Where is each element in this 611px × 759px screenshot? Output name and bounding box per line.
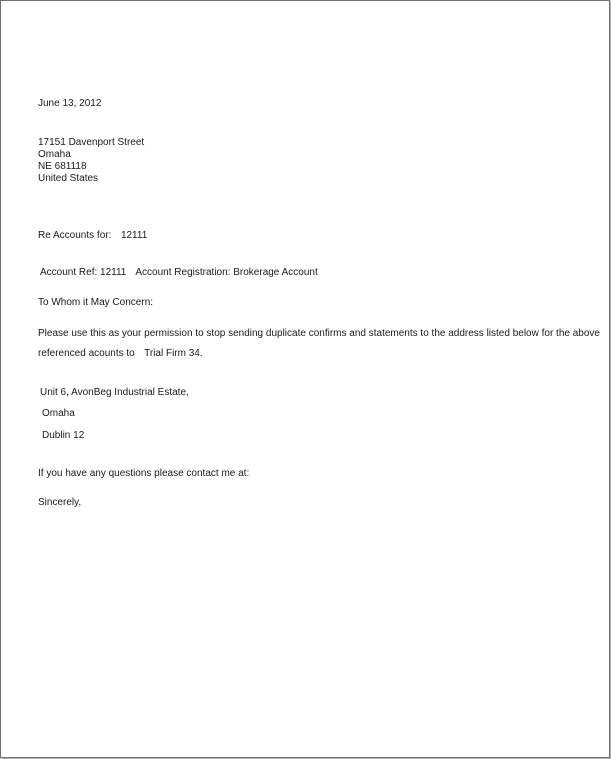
firm-address-line-2: Omaha [42,408,75,419]
account-ref-line [40,267,318,279]
salutation: To Whom it May Concern: [38,297,154,308]
body-line-1: Please use this as your permission to stop sending duplicate confirms and statements to the address listed below for the above [38,328,600,339]
sender-address-line-1: 17151 Davenport Street [38,137,145,148]
body-line-2 [38,348,203,360]
account-registration-label: Account Registration: [135,267,231,278]
re-accounts-label: Re Accounts for: [38,230,112,241]
re-accounts-line [38,230,147,242]
sender-address-line-2: Omaha [38,149,71,160]
body-line-2-firm: Trial Firm 34. [144,348,203,359]
account-ref-value: 12111 [100,267,127,278]
body-line-2-prefix: referenced acounts to [38,348,135,359]
closing: Sincerely, [38,497,82,508]
account-registration-value: Brokerage Account [233,267,318,278]
sender-address-line-3: NE 681118 [38,161,87,172]
sender-address-line-4: United States [38,173,99,184]
firm-address-line-1: Unit 6, AvonBeg Industrial Estate, [40,387,189,398]
firm-address-line-3: Dublin 12 [42,430,85,441]
re-accounts-value: 12111 [120,230,148,241]
contact-line: If you have any questions please contact me at: [38,468,250,479]
letter-date: June 13, 2012 [38,98,102,109]
account-ref-label: Account Ref: [40,267,98,278]
